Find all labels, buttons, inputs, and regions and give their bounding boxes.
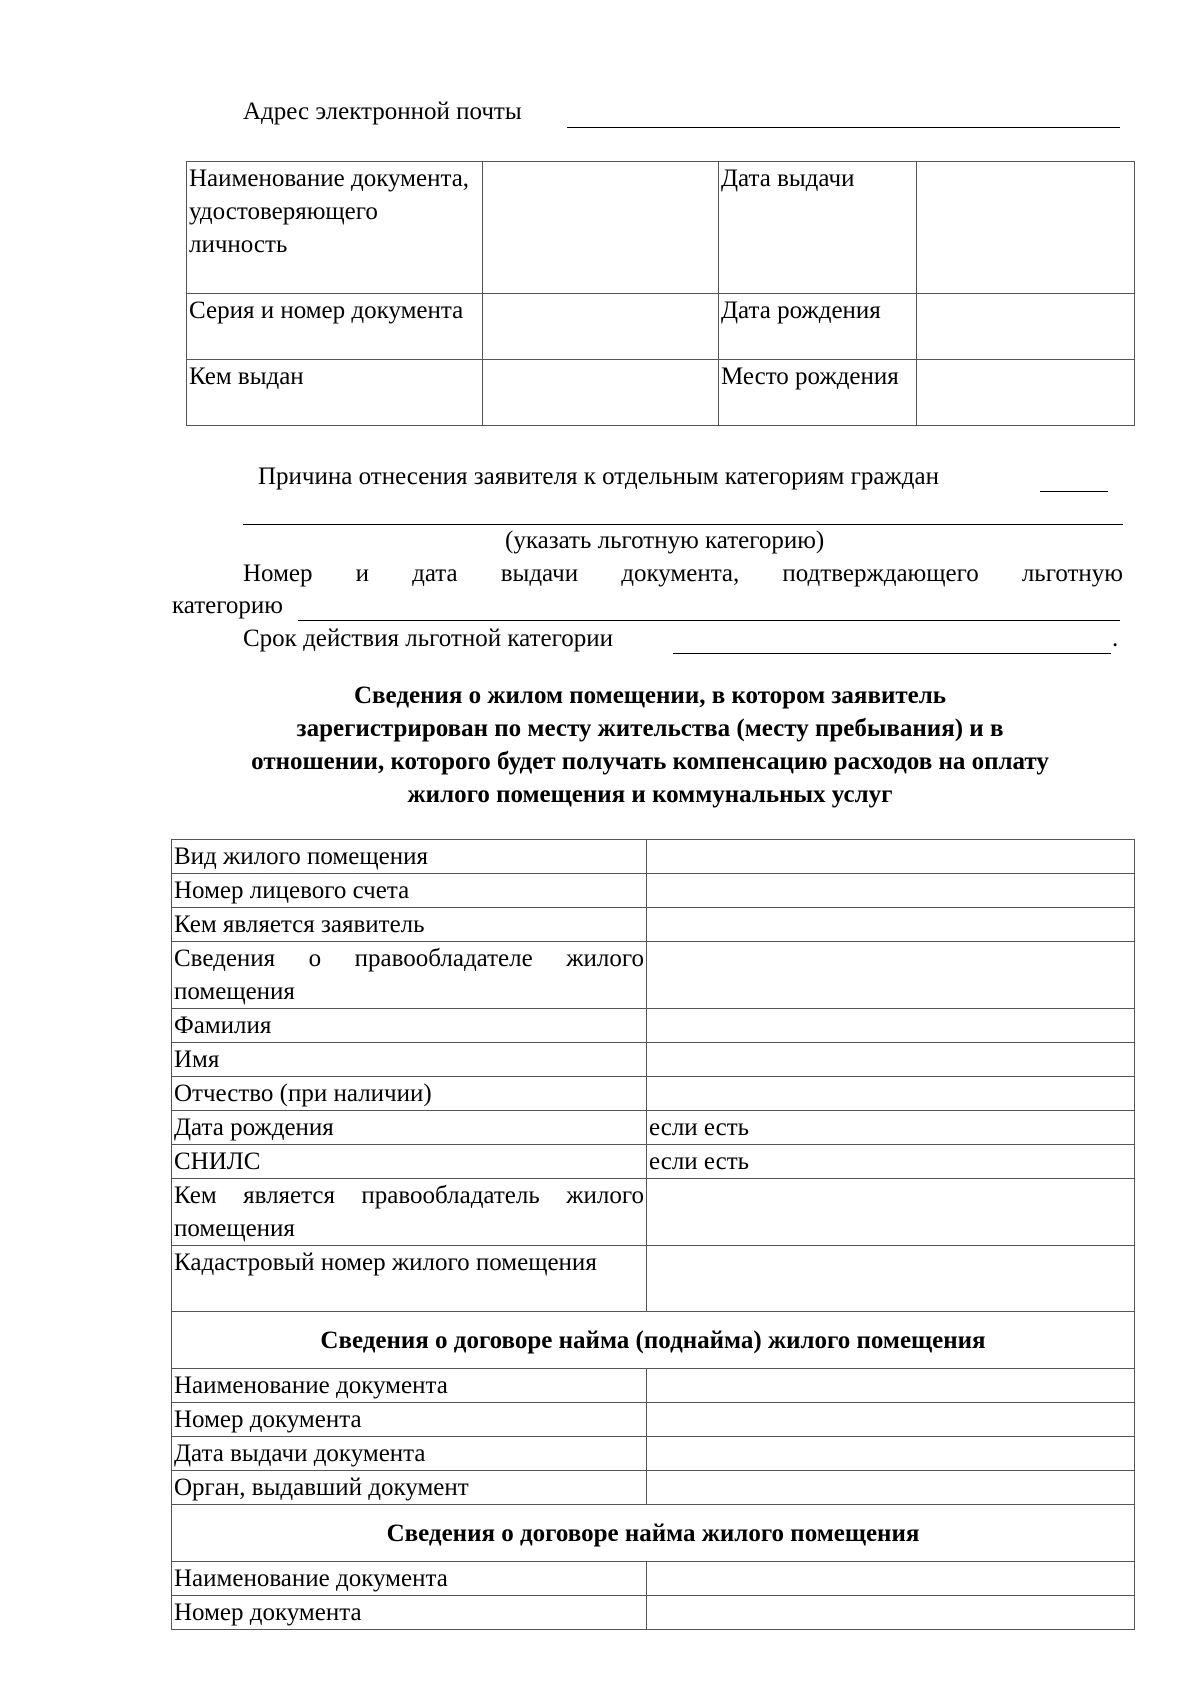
row-value[interactable] bbox=[647, 908, 1135, 942]
table-row bbox=[172, 1043, 1135, 1077]
row-value[interactable] bbox=[647, 1179, 1135, 1246]
section-lease-heading: Сведения о договоре найма жилого помещения bbox=[172, 1505, 1135, 1562]
table-row bbox=[172, 1246, 1135, 1312]
category-reason-field-short[interactable] bbox=[1040, 491, 1108, 492]
id-issue-date-label: Дата выдачи bbox=[719, 162, 917, 294]
row-label: Дата рождения bbox=[172, 1111, 647, 1145]
row-value[interactable] bbox=[647, 1246, 1135, 1312]
category-term-label: Срок действия льготной категории bbox=[243, 625, 613, 652]
housing-heading-line1: Сведения о жилом помещении, в котором заявитель bbox=[354, 682, 946, 709]
row-value[interactable] bbox=[647, 1077, 1135, 1111]
row-label: Номер документа bbox=[172, 1596, 647, 1630]
row-value[interactable] bbox=[647, 1009, 1135, 1043]
table-row bbox=[172, 942, 1135, 1009]
row-label: Номер лицевого счета bbox=[172, 874, 647, 908]
table-row bbox=[172, 1471, 1135, 1505]
table-row bbox=[172, 908, 1135, 942]
row-value[interactable] bbox=[647, 942, 1135, 1009]
row-label: Кадастровый номер жилого помещения bbox=[172, 1246, 647, 1312]
category-doc-label-cont: категорию bbox=[172, 592, 283, 619]
id-series-label: Серия и номер документа bbox=[187, 294, 483, 360]
table-row bbox=[172, 1145, 1135, 1179]
category-hint: (указать льготную категорию) bbox=[505, 527, 825, 554]
id-birth-place-value[interactable] bbox=[917, 360, 1135, 426]
row-value[interactable] bbox=[647, 1403, 1135, 1437]
row-value[interactable] bbox=[647, 874, 1135, 908]
table-row bbox=[172, 1369, 1135, 1403]
table-row bbox=[172, 1009, 1135, 1043]
id-birth-place-label: Место рождения bbox=[719, 360, 917, 426]
row-label: Наименование документа bbox=[172, 1369, 647, 1403]
row-label: Фамилия bbox=[172, 1009, 647, 1043]
table-row bbox=[172, 1596, 1135, 1630]
housing-heading-line3: отношении, которого будет получать компенсацию расходов на оплату bbox=[251, 748, 1049, 775]
row-label: Кем является заявитель bbox=[172, 908, 647, 942]
housing-heading-line4: жилого помещения и коммунальных услуг bbox=[407, 781, 893, 808]
row-label: СНИЛС bbox=[172, 1145, 647, 1179]
table-row bbox=[172, 1179, 1135, 1246]
id-issue-date-value[interactable] bbox=[917, 162, 1135, 294]
category-term-field[interactable] bbox=[673, 653, 1111, 654]
row-label: Дата выдачи документа bbox=[172, 1437, 647, 1471]
row-value[interactable] bbox=[647, 1437, 1135, 1471]
row-value[interactable] bbox=[647, 1043, 1135, 1077]
email-field[interactable] bbox=[567, 127, 1120, 128]
row-value[interactable]: если есть bbox=[647, 1145, 1135, 1179]
row-label: Наименование документа bbox=[172, 1562, 647, 1596]
category-reason-field[interactable] bbox=[243, 524, 1123, 525]
table-row bbox=[172, 1437, 1135, 1471]
id-birth-date-label: Дата рождения bbox=[719, 294, 917, 360]
table-row bbox=[172, 874, 1135, 908]
id-name-label: Наименование документа, удостоверяющего личность bbox=[187, 162, 483, 294]
row-label: Орган, выдавший документ bbox=[172, 1471, 647, 1505]
id-issued-by-value[interactable] bbox=[483, 360, 719, 426]
category-doc-field[interactable] bbox=[298, 620, 1120, 621]
row-value[interactable]: если есть bbox=[647, 1111, 1135, 1145]
table-row bbox=[172, 840, 1135, 874]
row-value[interactable] bbox=[647, 1562, 1135, 1596]
id-birth-date-value[interactable] bbox=[917, 294, 1135, 360]
row-label: Номер документа bbox=[172, 1403, 647, 1437]
housing-heading-line2: зарегистрирован по месту жительства (месту пребывания) и в bbox=[296, 715, 1004, 742]
table-row bbox=[172, 1403, 1135, 1437]
housing-table bbox=[171, 839, 1135, 1630]
table-row bbox=[172, 1077, 1135, 1111]
row-label: Кем является правообладатель жилого помещения bbox=[172, 1179, 647, 1246]
row-label: Сведения о правообладателе жилого помещения bbox=[172, 942, 647, 1009]
category-doc-label: Номер и дата выдачи документа, подтверждающего льготную bbox=[243, 560, 1123, 587]
category-term-end: . bbox=[1112, 625, 1119, 652]
row-value[interactable] bbox=[647, 840, 1135, 874]
row-label: Вид жилого помещения bbox=[172, 840, 647, 874]
id-issued-by-label: Кем выдан bbox=[187, 360, 483, 426]
row-label: Имя bbox=[172, 1043, 647, 1077]
row-value[interactable] bbox=[647, 1596, 1135, 1630]
section-sublease-heading: Сведения о договоре найма (поднайма) жилого помещения bbox=[172, 1312, 1135, 1369]
row-label: Отчество (при наличии) bbox=[172, 1077, 647, 1111]
email-label: Адрес электронной почты bbox=[243, 98, 522, 125]
row-value[interactable] bbox=[647, 1369, 1135, 1403]
id-document-table bbox=[186, 161, 1135, 426]
table-row bbox=[172, 1562, 1135, 1596]
table-row bbox=[172, 1111, 1135, 1145]
category-reason-label: Причина отнесения заявителя к отдельным категориям граждан bbox=[258, 463, 939, 490]
id-name-value[interactable] bbox=[483, 162, 719, 294]
id-series-value[interactable] bbox=[483, 294, 719, 360]
row-value[interactable] bbox=[647, 1471, 1135, 1505]
